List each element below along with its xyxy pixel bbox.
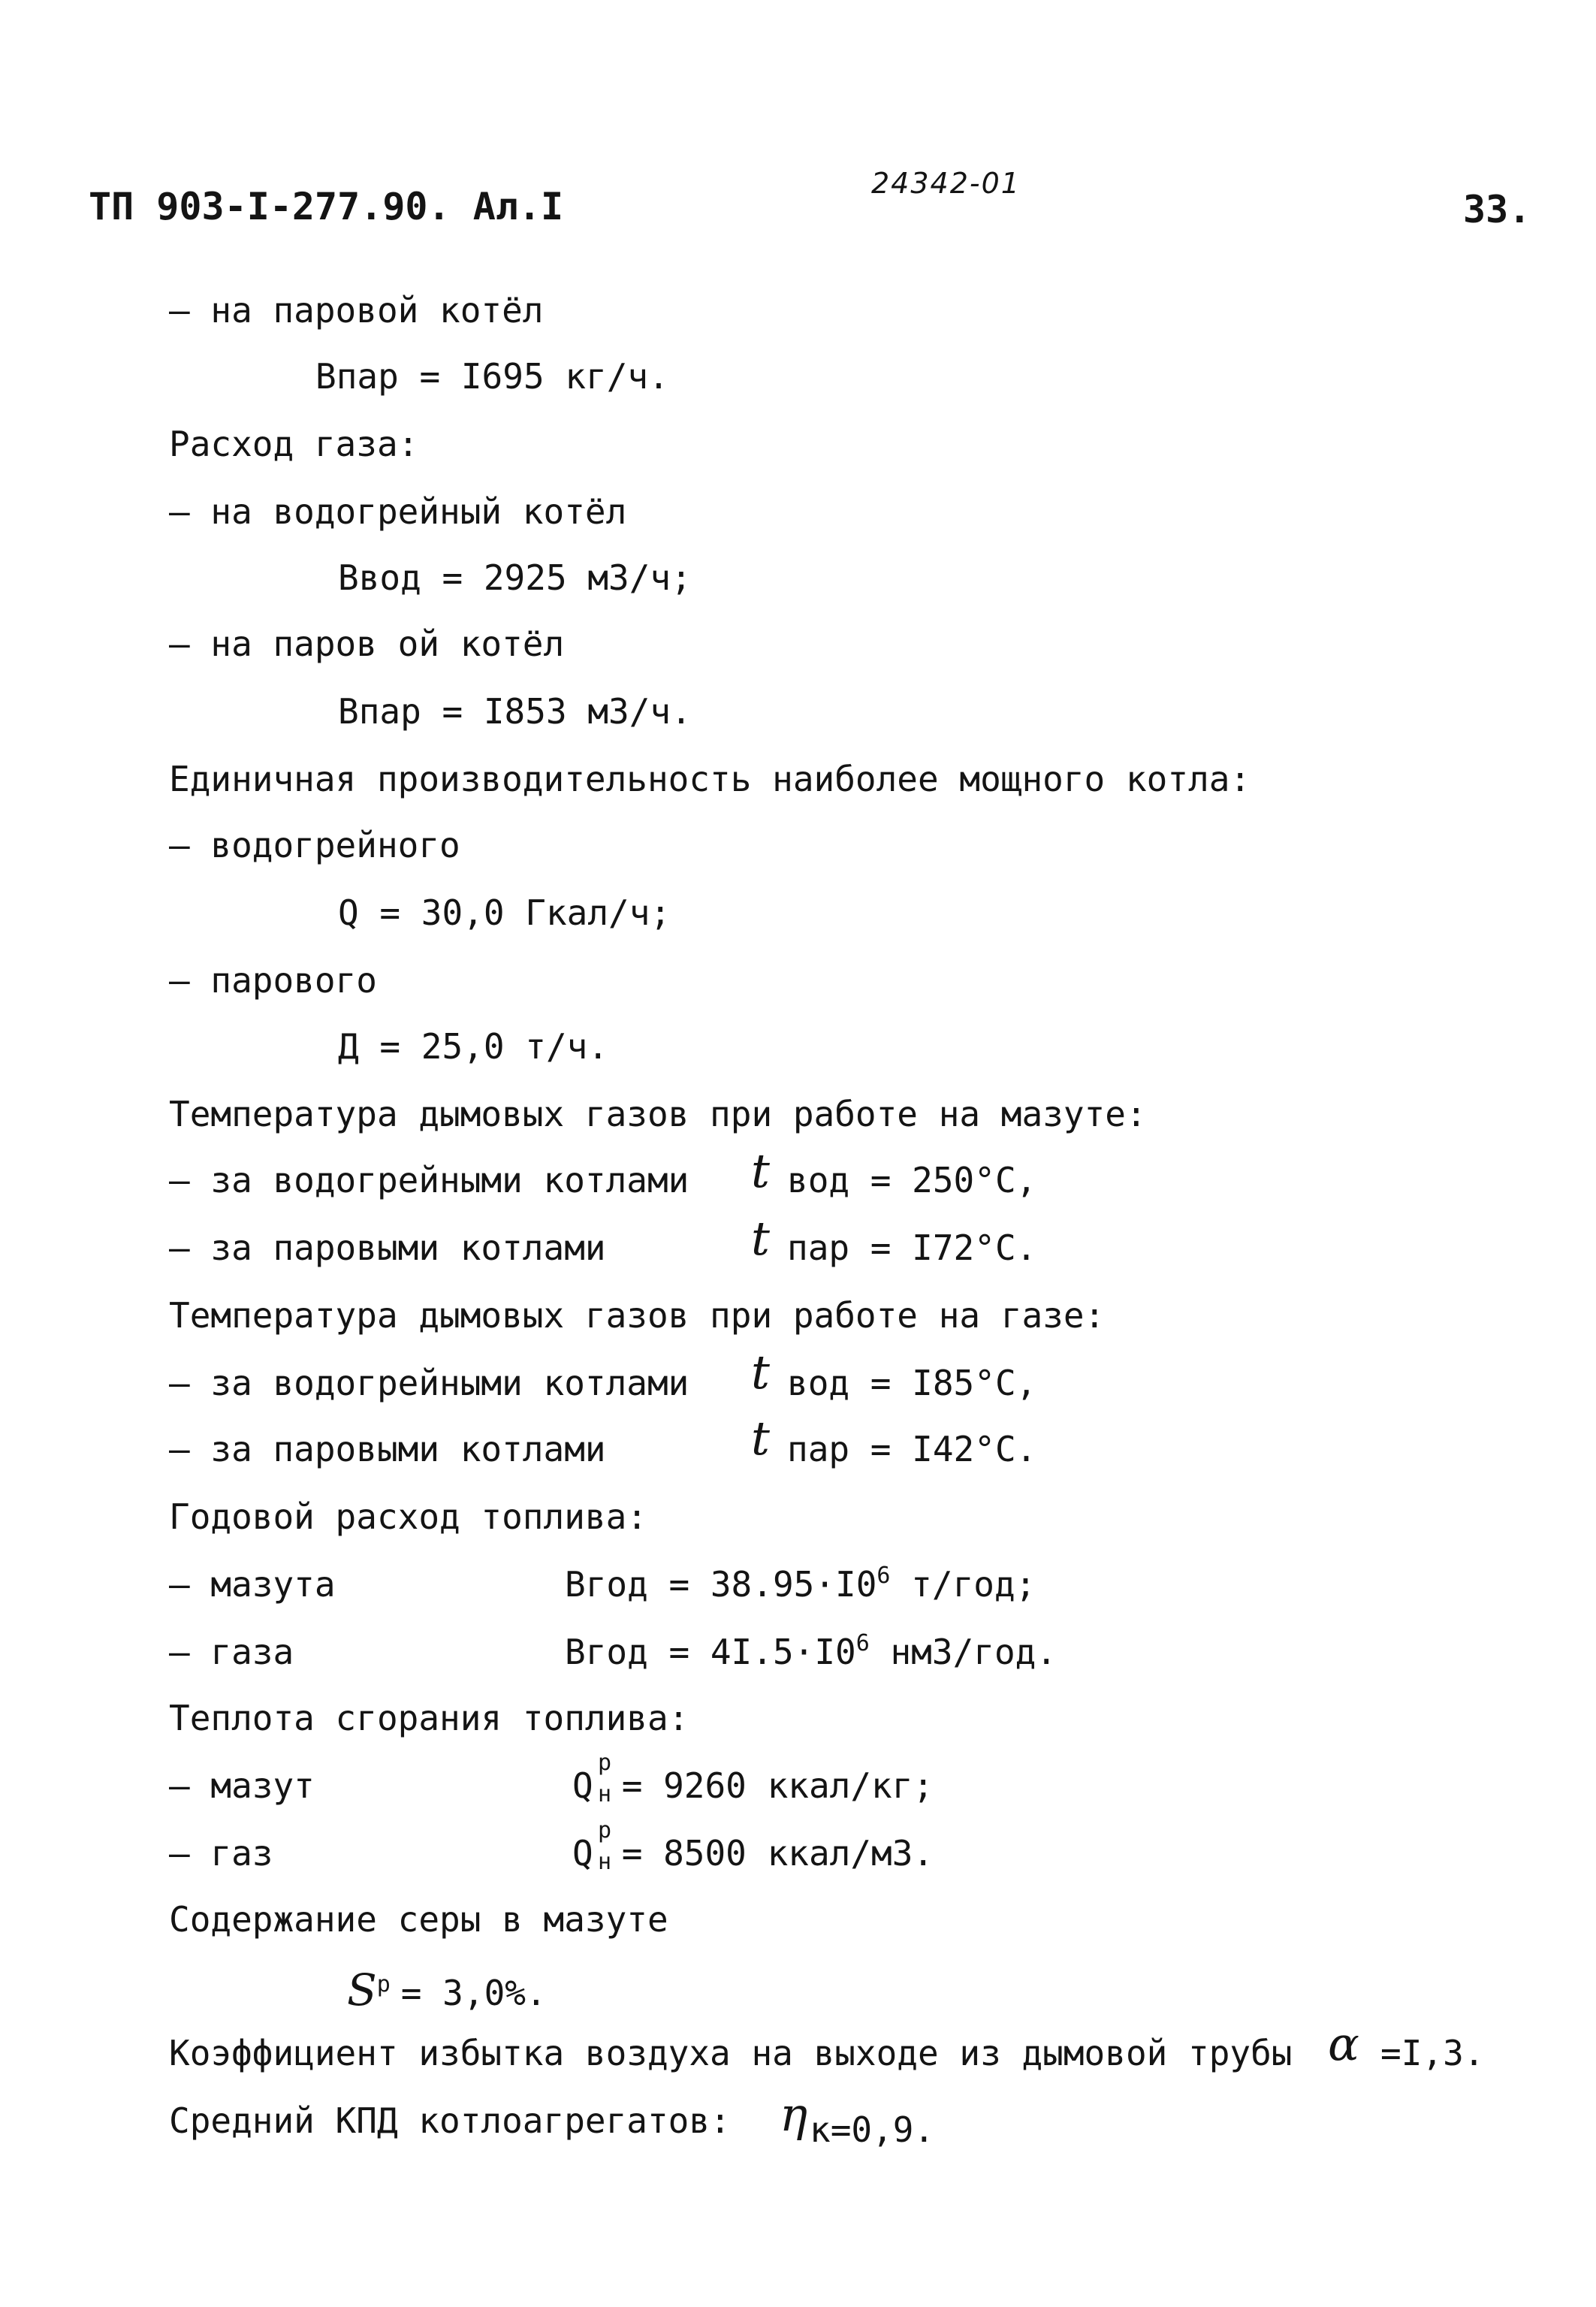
text-line: – за водогрейными котлами bbox=[169, 1363, 689, 1403]
page-number: 33. bbox=[1463, 188, 1531, 231]
text-line: Годовой расход топлива: bbox=[169, 1496, 647, 1537]
s-symbol: S bbox=[347, 1964, 377, 2016]
text-line: – на паровой котёл bbox=[169, 290, 544, 331]
formula-line: Q р н = 9260 ккал/кг; bbox=[572, 1750, 934, 1807]
text-line: – газ bbox=[169, 1833, 273, 1874]
formula-line: $S^р = 3,0\%$. bbox=[347, 1964, 547, 2016]
formula-line: Q р н = 8500 ккал/м3. bbox=[572, 1817, 934, 1875]
text-line: Теплота сгорания топлива: bbox=[169, 1698, 689, 1738]
text-line: Средний КПД котлоагрегатов: bbox=[169, 2100, 731, 2141]
text-line: пар = I72°С. bbox=[787, 1227, 1037, 1268]
eta-symbol: η bbox=[780, 2087, 808, 2142]
text-line: – за паровыми котлами bbox=[169, 1429, 606, 1469]
text-line: – парового bbox=[169, 960, 377, 1001]
text-line: – мазута bbox=[169, 1564, 336, 1605]
text-line: к=0,9. bbox=[810, 2109, 935, 2150]
q-symbol: Q р н bbox=[572, 1817, 612, 1875]
text-line: – водогрейного bbox=[169, 825, 460, 865]
document-code: ТП 903-I-277.90. Ал.I bbox=[89, 185, 564, 228]
handwritten-number: 24342-01 bbox=[871, 167, 1021, 200]
t-symbol: t bbox=[751, 1411, 770, 1466]
q-symbol: Q р н bbox=[572, 1750, 612, 1807]
text-line: – газа bbox=[169, 1632, 294, 1672]
text-line: Температура дымовых газов при работе на мазуте: bbox=[169, 1094, 1147, 1134]
formula-line: Вгод = $4I.5\cdot I0^6$ нм3/год. bbox=[565, 1630, 1057, 1672]
text-line: вод = I85°С, bbox=[787, 1363, 1037, 1403]
text-line: – за водогрейными котлами bbox=[169, 1160, 689, 1200]
text-line: вод = 250°С, bbox=[787, 1160, 1037, 1200]
text-line: Д = 25,0 т/ч. bbox=[338, 1026, 609, 1067]
text-line: Q = 30,0 Гкал/ч; bbox=[338, 892, 671, 933]
text-line: пар = I42°С. bbox=[787, 1429, 1037, 1469]
t-symbol: t bbox=[751, 1345, 770, 1400]
text-line: Содержание серы в мазуте bbox=[169, 1899, 668, 1940]
text-line: Впар = I853 м3/ч. bbox=[338, 691, 692, 732]
text-line: – мазут bbox=[169, 1765, 315, 1806]
text-line: Температура дымовых газов при работе на газе: bbox=[169, 1295, 1106, 1336]
text-line: Впар = I695 кг/ч. bbox=[315, 356, 669, 397]
text-line: – за паровыми котлами bbox=[169, 1227, 606, 1268]
text-line: Расход газа: bbox=[169, 424, 419, 464]
formula-line: Вгод = $38.95\cdot I0^6$ т/год; bbox=[565, 1563, 1036, 1605]
text-line: =I,3. bbox=[1380, 2033, 1485, 2073]
text-line: Коэффициент избытка воздуха на выходе из дымовой трубы bbox=[169, 2033, 1293, 2073]
t-symbol: t bbox=[751, 1143, 770, 1198]
text-line: Единичная производительность наиболее мощного котла: bbox=[169, 759, 1251, 799]
text-line: – на водогрейный котёл bbox=[169, 491, 627, 532]
text-line: Ввод = 2925 м3/ч; bbox=[338, 557, 692, 598]
t-symbol: t bbox=[751, 1211, 770, 1266]
text-line: – на паров ой котёл bbox=[169, 624, 565, 664]
alpha-symbol: α bbox=[1328, 2016, 1359, 2071]
